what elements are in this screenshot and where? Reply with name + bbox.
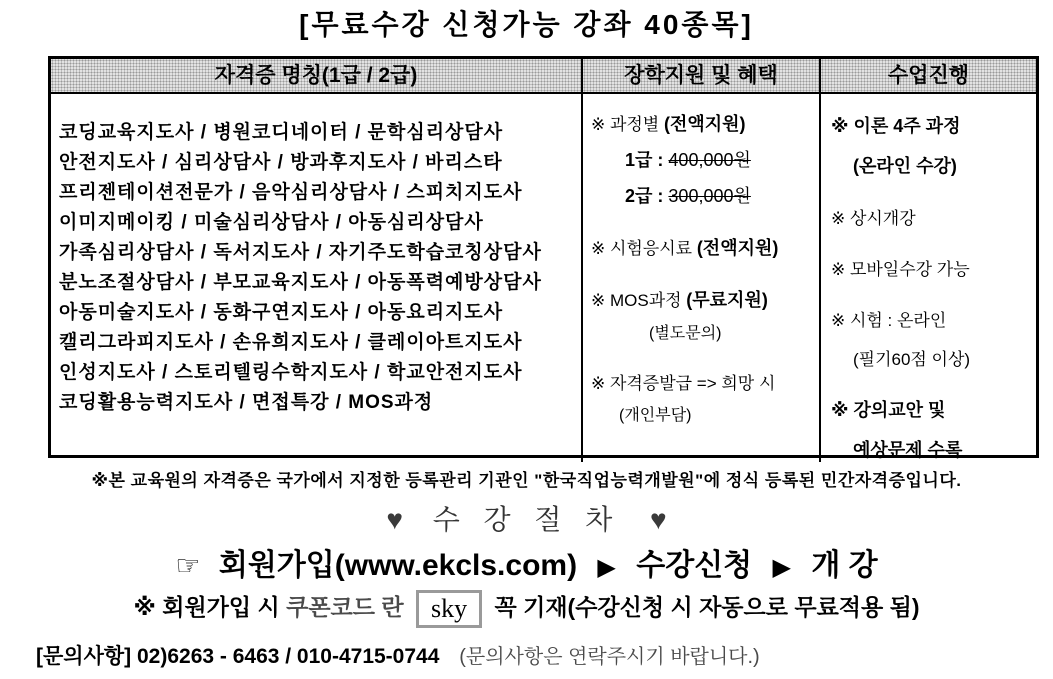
- column-header-class-progress: 수업진행: [821, 59, 1036, 92]
- arrow-right-icon: ▶: [772, 554, 791, 581]
- mos-note: (별도문의): [649, 325, 722, 342]
- level1-label: 1급 :: [625, 150, 664, 170]
- certificates-cell: [51, 94, 581, 462]
- table-body: [51, 94, 1036, 462]
- progress-theory-sub: (온라인 수강): [853, 156, 957, 176]
- certificate-line: 캘리그라피지도사 / 손유희지도사 / 클레이아트지도사: [59, 332, 523, 353]
- scholarship-course-benefit: (전액지원): [663, 114, 746, 134]
- coupon-code-box: sky: [416, 590, 482, 628]
- procedure-title-text: 수 강 절 차: [432, 504, 621, 535]
- level2-label: 2급 :: [625, 186, 664, 206]
- issue-line: ※ 자격증발급 => 희망 시: [591, 374, 776, 393]
- scholarship-cell: [581, 94, 821, 462]
- heart-icon: ♥: [386, 504, 403, 535]
- signup-step-enroll: 수강신청: [636, 549, 753, 582]
- procedure-title: [0, 498, 1053, 538]
- mos-line: [591, 286, 815, 312]
- certificate-line: 분노조절상담사 / 부모교육지도사 / 아동폭력예방상담사: [59, 272, 542, 293]
- coupon-suffix: 꼭 기재(수강신청 시 자동으로 무료적용 됨): [494, 594, 920, 620]
- contact-phone: 02)6263 - 6463 / 010-4715-0744: [136, 645, 440, 668]
- certificate-line: 코딩교육지도사 / 병원코디네이터 / 문학심리상담사: [59, 122, 504, 143]
- signup-step-join: 회원가입(www.ekcls.com): [218, 549, 578, 582]
- mos-benefit: (무료지원): [686, 290, 768, 310]
- coupon-prefix: ※ 회원가입 시: [133, 594, 280, 620]
- certificate-line: 안전지도사 / 심리상담사 / 방과후지도사 / 바리스타: [59, 152, 503, 173]
- progress-exam: ※ 시험 : 온라인: [831, 311, 947, 330]
- progress-theory: ※ 이론 4주 과정: [831, 116, 961, 136]
- certificate-line: 프리젠테이션전문가 / 음악심리상담사 / 스피치지도사: [59, 182, 523, 203]
- signup-flow: [0, 540, 1053, 584]
- signup-step-start: 개 강: [811, 549, 878, 582]
- pointing-hand-icon: ☞: [175, 550, 201, 581]
- arrow-right-icon: ▶: [597, 554, 616, 581]
- mos-text: ※ MOS과정: [591, 291, 682, 310]
- registration-footnote: ※본 교육원의 자격증은 국가에서 지정한 등록관리 기관인 "한국직업능력개발원"에 정식 등록된 민간자격증입니다.: [91, 471, 962, 490]
- progress-exam-sub: (필기60점 이상): [853, 350, 971, 369]
- progress-mobile: ※ 모바일수강 가능: [831, 260, 970, 279]
- progress-materials-2: 예상문제 수록: [853, 440, 963, 460]
- scholarship-course-text: ※ 과정별: [591, 115, 660, 134]
- page-title: [무료수강 신청가능 강좌 40종목]: [299, 9, 754, 40]
- contact-note: (문의사항은 연락주시기 바랍니다.): [459, 646, 760, 668]
- contact-label: [문의사항]: [36, 645, 132, 668]
- heart-icon: ♥: [650, 504, 667, 535]
- table-header-row: [51, 59, 1036, 94]
- certificate-line: 아동미술지도사 / 동화구연지도사 / 아동요리지도사: [59, 302, 504, 323]
- exam-fee-line: [591, 234, 815, 260]
- issue-note: (개인부담): [619, 407, 692, 424]
- certificate-line: 이미지메이킹 / 미술심리상담사 / 아동심리상담사: [59, 212, 484, 233]
- coupon-field-label: 쿠폰코드 란: [286, 594, 404, 620]
- exam-fee-text: ※ 시험응시료: [591, 239, 693, 258]
- level1-price-line: [591, 146, 815, 172]
- column-header-certificates: 자격증 명칭(1급 / 2급): [51, 59, 581, 92]
- scholarship-course-line: [591, 110, 815, 136]
- exam-fee-benefit: (전액지원): [696, 238, 779, 258]
- level1-price: 400,000원: [668, 150, 751, 170]
- column-header-scholarship: 장학지원 및 혜택: [581, 59, 821, 92]
- level2-price-line: [591, 182, 815, 208]
- level2-price: 300,000원: [668, 186, 751, 206]
- contact-line: [36, 640, 760, 670]
- class-progress-cell: [821, 94, 1036, 462]
- certificate-line: 가족심리상담사 / 독서지도사 / 자기주도학습코칭상담사: [59, 242, 542, 263]
- course-table: [48, 56, 1039, 458]
- certificate-line: 코딩활용능력지도사 / 면접특강 / MOS과정: [59, 392, 434, 413]
- certificate-line: 인성지도사 / 스토리텔링수학지도사 / 학교안전지도사: [59, 362, 523, 383]
- coupon-instruction: [0, 589, 1053, 628]
- progress-always-open: ※ 상시개강: [831, 209, 916, 228]
- progress-materials-1: ※ 강의교안 및: [831, 400, 946, 420]
